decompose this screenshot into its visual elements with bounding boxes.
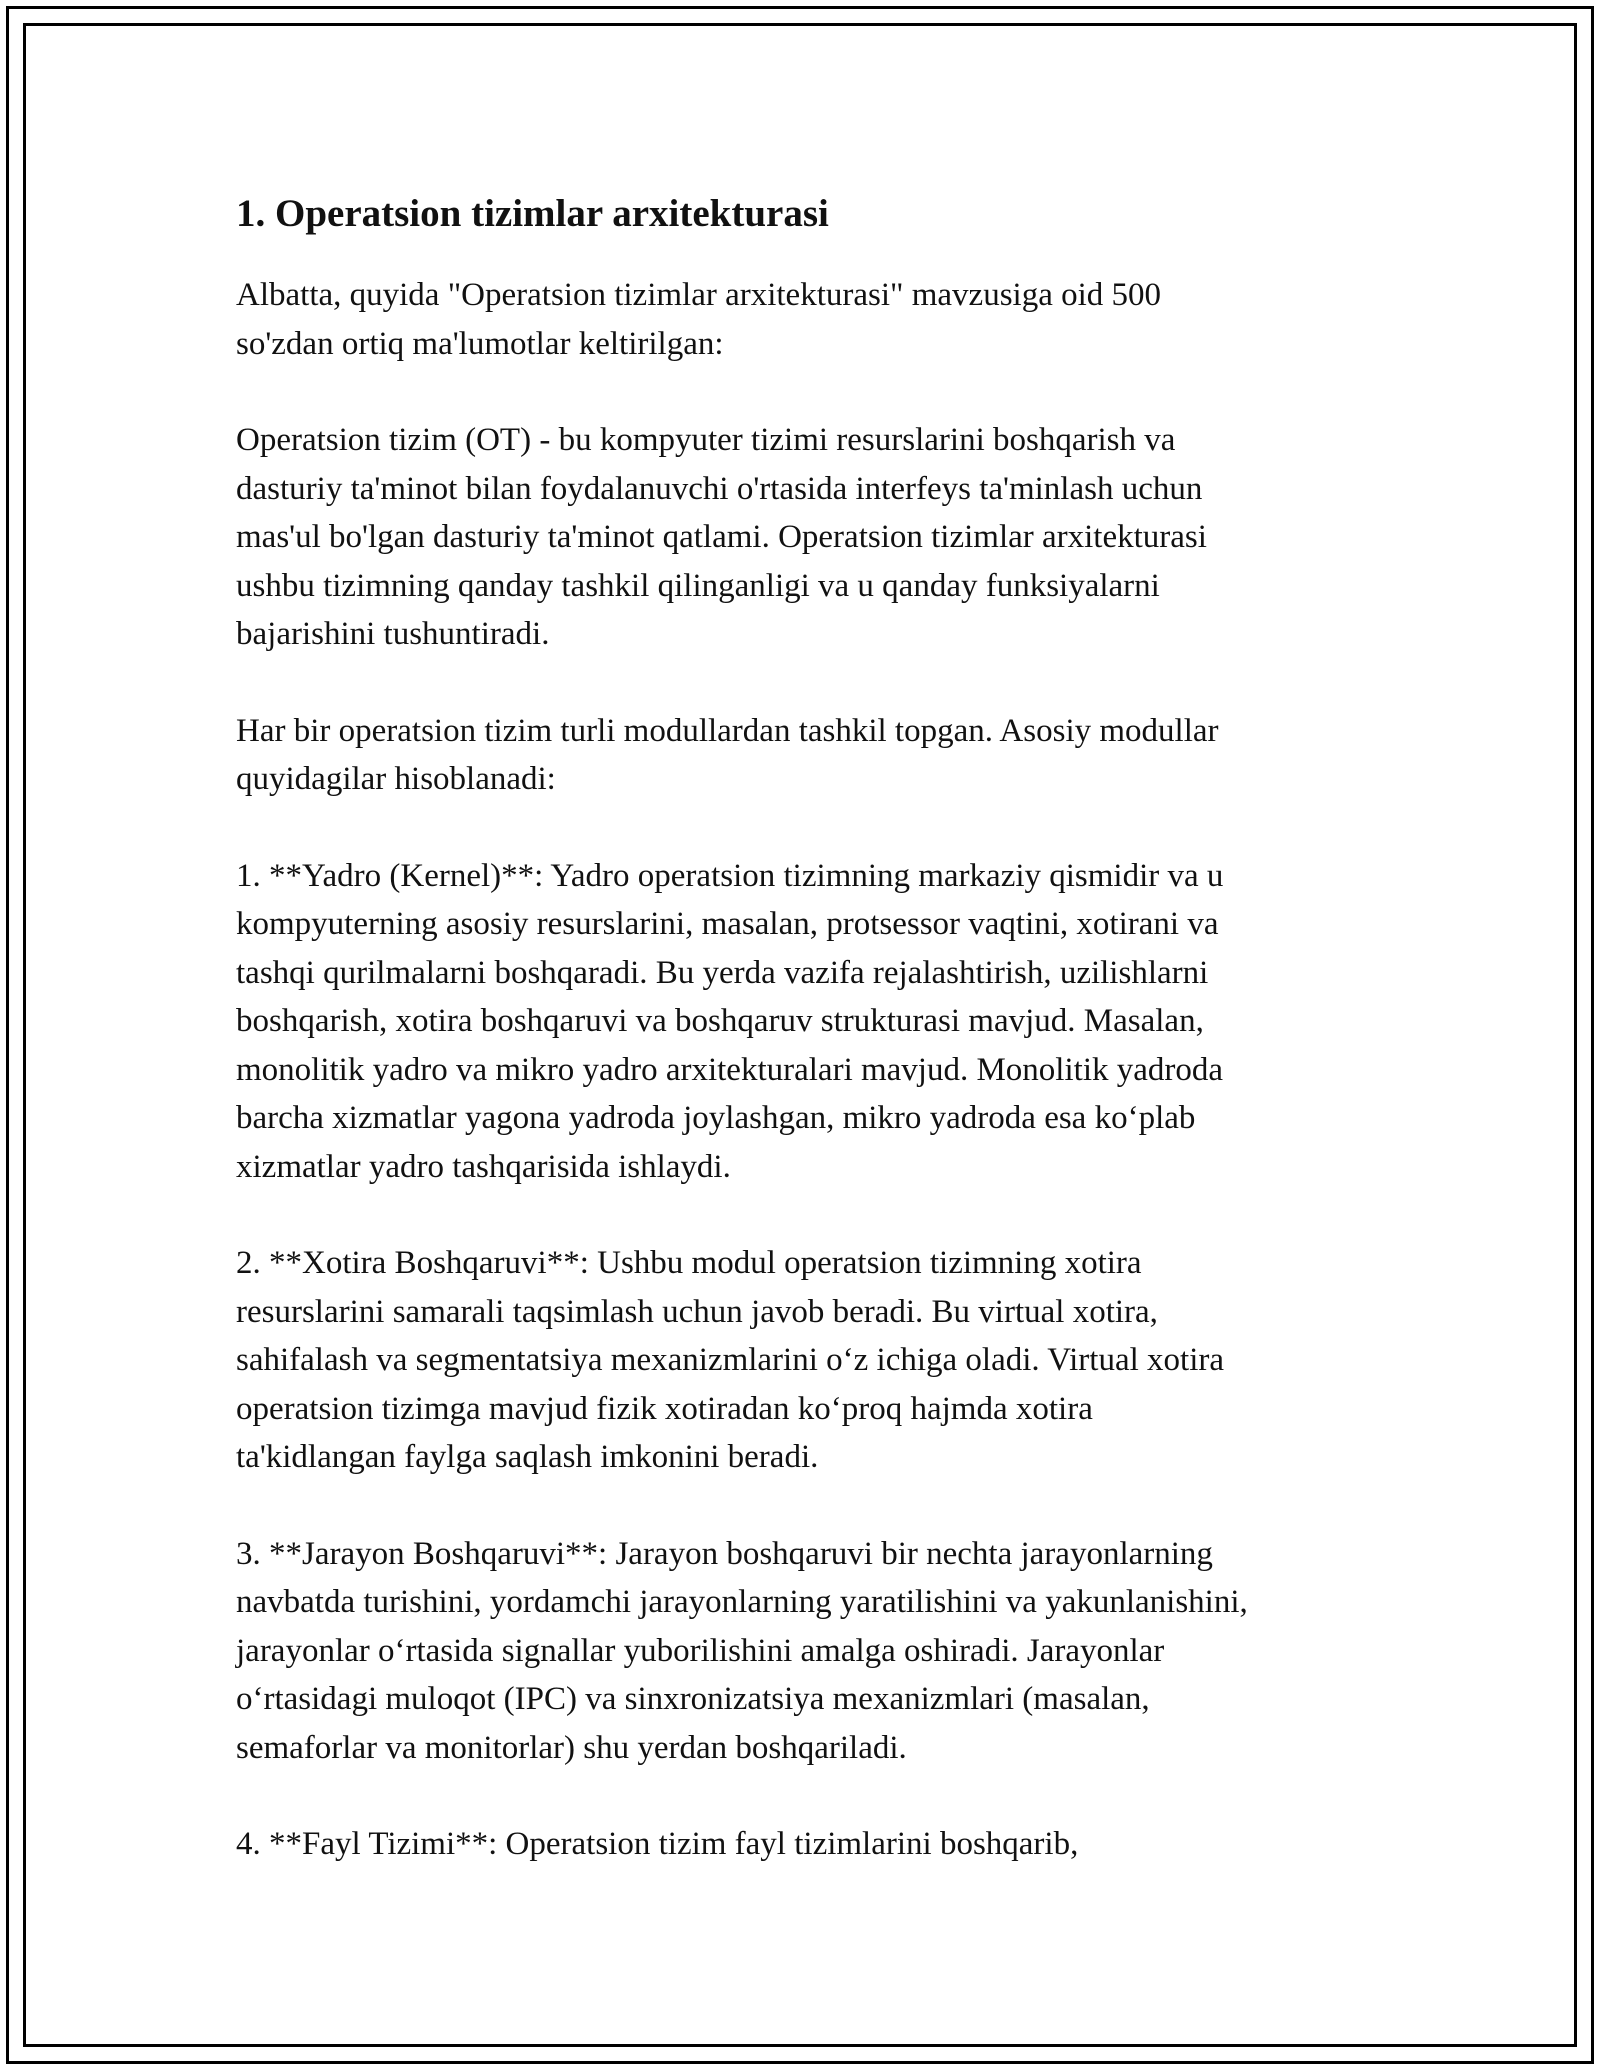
paragraph-intro: Albatta, quyida "Operatsion tizimlar arxitekturasi" mavzusiga oid 500 so'zdan ortiq ma'lumotlar keltirilgan: [236, 277, 1162, 362]
document-body [236, 184, 1400, 1869]
paragraph-os-definition: Operatsion tizim (OT) - bu kompyuter tizimi resurslarini boshqarish va dasturiy ta'minot bilan foydalanuvchi o'rtasida interfeys ta'minlash uchun mas'ul bo'lgan dasturiy ta'minot qatlami. Operatsion tizimlar arxitekturasi ushbu tizimning qanday tashkil qilinganligi va u qanday funksiyalarni bajarishini tushuntiradi. [236, 422, 1207, 652]
document-title: 1. Operatsion tizimlar arxitekturasi [236, 192, 829, 235]
paragraph-kernel: 1. **Yadro (Kernel)**: Yadro operatsion tizimning markaziy qismidir va u kompyuterning asosiy resurslarini, masalan, protsessor vaqtini, xotirani va tashqi qurilmalarni boshqaradi. Bu yerda vazifa rejalashtirish, uzilishlarni boshqarish, xotira boshqaruvi va boshqaruv strukturasi mavjud. Masalan, monolitik yadro va mikro yadro arxitekturalari mavjud. Monolitik yadroda barcha xizmatlar yagona yadroda joylashgan, mikro yadroda esa ko‘plab xizmatlar yadro tashqarisida ishlaydi. [236, 857, 1224, 1185]
paragraph-process-management: 3. **Jarayon Boshqaruvi**: Jarayon boshqaruvi bir nechta jarayonlarning navbatda turishini, yordamchi jarayonlarning yaratilishini va yakunlanishini, jarayonlar o‘rtasida signallar yuborilishini amalga oshiradi. Jarayonlar o‘rtasidagi muloqot (IPC) va sinxronizatsiya mexanizmlari (masalan, semaforlar va monitorlar) shu yerdan boshqariladi. [236, 1535, 1248, 1766]
paragraph-modules-intro: Har bir operatsion tizim turli modullardan tashkil topgan. Asosiy modullar quyidagilar hisoblanadi: [236, 712, 1219, 797]
paragraph-memory-management: 2. **Xotira Boshqaruvi**: Ushbu modul operatsion tizimning xotira resurslarini samarali taqsimlash uchun javob beradi. Bu virtual xotira, sahifalash va segmentatsiya mexanizmlarini o‘z ichiga oladi. Virtual xotira operatsion tizimga mavjud fizik xotiradan ko‘proq hajmda xotira ta'kidlangan faylga saqlash imkonini beradi. [236, 1245, 1225, 1475]
paragraph-file-system: 4. **Fayl Tizimi**: Operatsion tizim fayl tizimlarini boshqarib, [236, 1826, 1079, 1862]
